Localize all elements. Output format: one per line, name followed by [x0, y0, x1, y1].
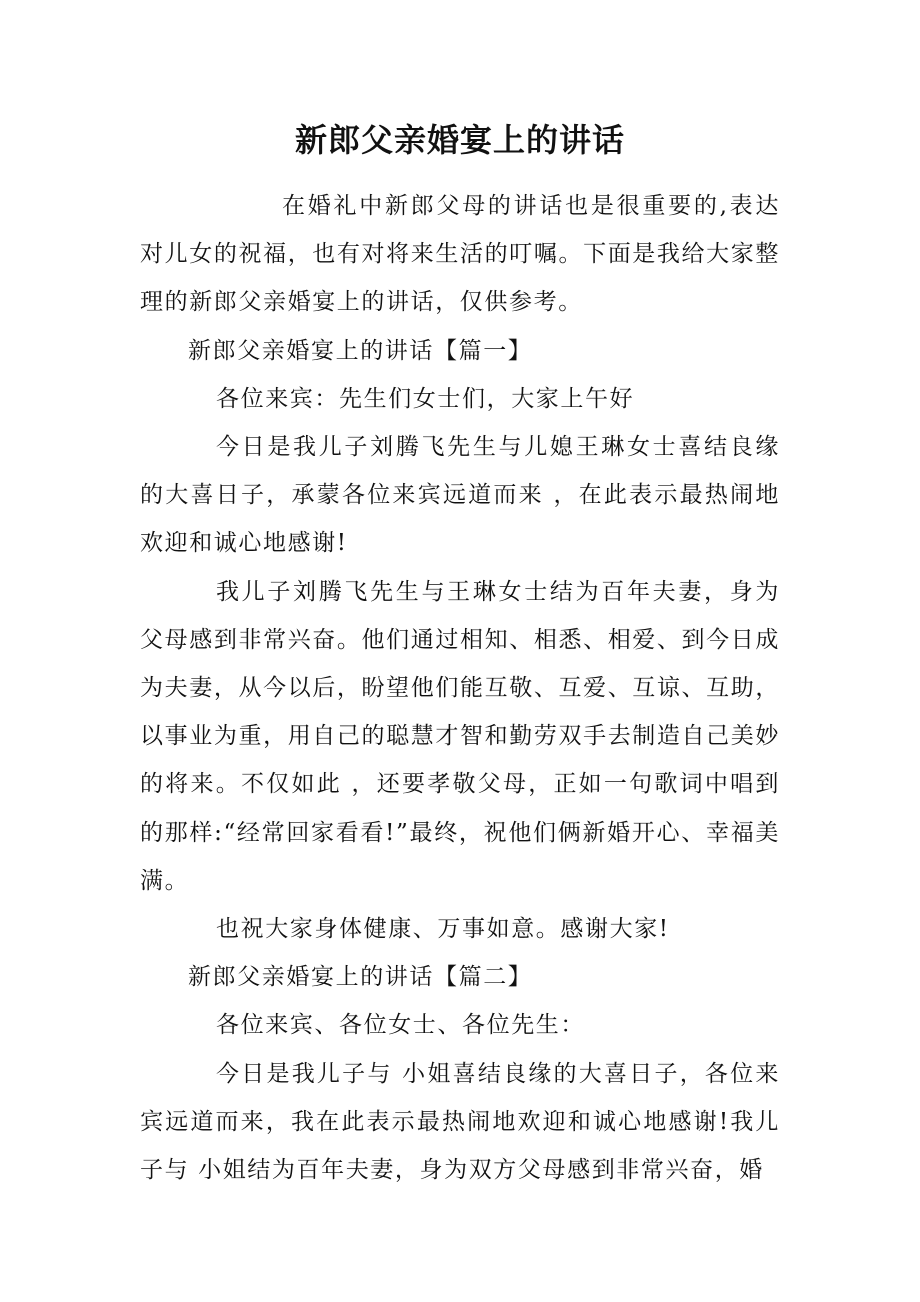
section1-paragraph-1: 今日是我儿子刘腾飞先生与儿媳王琳女士喜结良缘的大喜日子，承蒙各位来宾远道而来 ，在此表示最热闹地欢迎和诚心地感谢! — [140, 434, 780, 557]
section2-paragraph-1: 今日是我儿子与 小姐喜结良缘的大喜日子，各位来宾远道而来，我在此表示最热闹地欢迎和诚心地感谢!我儿子与 小姐结为百年夫妻，身为双方父母感到非常兴奋，婚 — [140, 1060, 780, 1184]
section1-paragraph-2: 我儿子刘腾飞先生与王琳女士结为百年夫妻，身为父母感到非常兴奋。他们通过相知、相悉、相爱、到今日成为夫妻，从今以后，盼望他们能互敬、互爱、互谅、互助，以事业为重，用自己的聪慧才智和勤劳双手去制造自己美妙的将来。不仅如此 ，还要孝敬父母，正如一句歌词中唱到的那样:“经常回家看看!”最终，祝他们俩新婚开心、幸福美满。 — [140, 578, 780, 894]
document-body — [140, 182, 780, 1194]
section2-greeting: 各位来宾、各位女士、各位先生： — [216, 1012, 585, 1039]
section-heading-1: 新郎父亲婚宴上的讲话【篇一】 — [188, 337, 533, 364]
document-title: 新郎父亲婚宴上的讲话 — [294, 121, 625, 159]
section1-greeting: 各位来宾：先生们女士们，大家上午好 — [216, 385, 635, 412]
intro-paragraph: 在婚礼中新郎父母的讲话也是很重要的,表达对儿女的祝福，也有对将来生活的叮嘱。下面是我给大家整理的新郎父亲婚宴上的讲话，仅供参考。 — [140, 193, 780, 316]
section1-paragraph-3: 也祝大家身体健康、万事如意。感谢大家! — [216, 916, 670, 943]
section-heading-2: 新郎父亲婚宴上的讲话【篇二】 — [188, 964, 533, 991]
